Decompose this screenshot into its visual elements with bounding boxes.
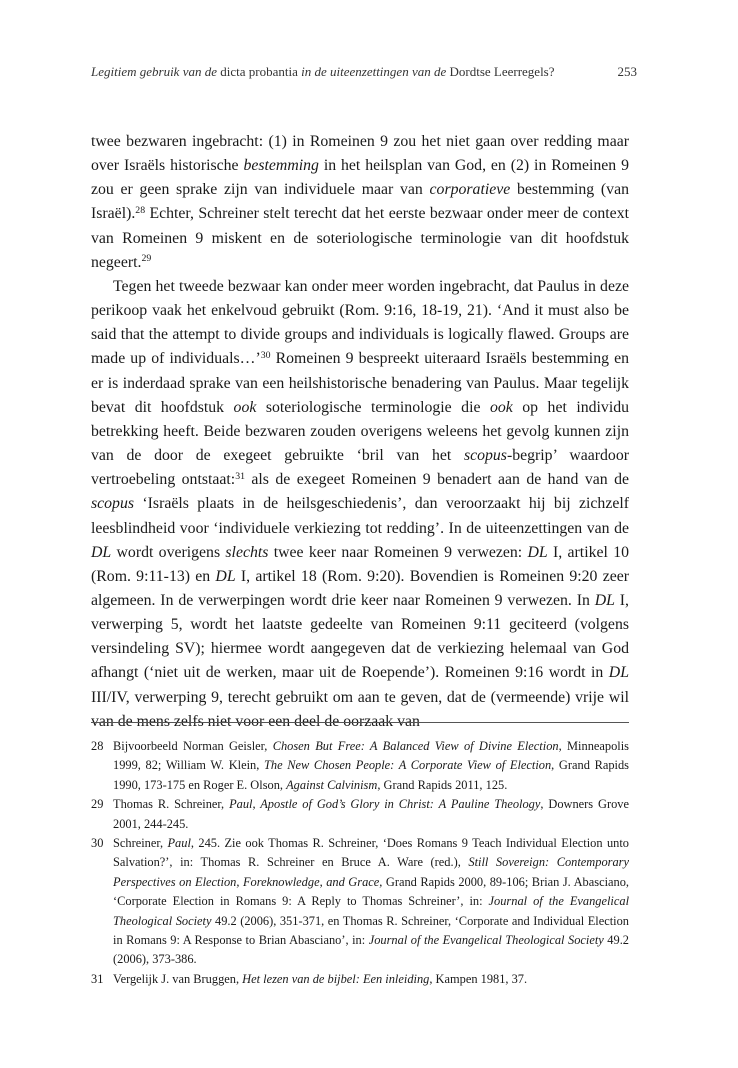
footnote-28: [91, 737, 629, 795]
footnote-number: 28: [91, 739, 104, 753]
paragraph-2: Tegen het tweede bezwaar kan onder meer worden ingebracht, dat Paulus in deze perikoop vaak het enkelvoud gebruikt (Rom. 9:16, 18-19, 21). ‘And it must also be said that the attempt to divide groups and individuals is logically flawed. Groups are made up of individuals…’$^{30}$ Romeinen 9 bespreekt uiteraard Israëls bestemming en er is inderdaad sprake van een heilshistorische benadering van Paulus. Maar tegelijk bevat dit hoofdstuk ook soteriologische terminologie die ook op het individu betrekking heeft. Beide bezwaren zouden overigens weleens het gevolg kunnen zijn van de door de exegeet gebruikte ‘bril van het scopus-begrip’ waardoor vertroebeling ontstaat:$^{31}$ als de exegeet Romeinen 9 benadert aan de hand van de scopus ‘Israëls plaats in de heilsgeschiedenis’, dan veroorzaakt hij bij zichzelf leesblindheid voor ‘individuele verkiezing tot redding’. In de uiteenzettingen van de DL wordt overigens slechts twee keer naar Romeinen 9 verwezen: DL I, artikel 10 (Rom. 9:11-13) en DL I, artikel 18 (Rom. 9:20). Bovendien is Romeinen 9:20 zeer algemeen. In de verwerpingen wordt drie keer naar Romeinen 9 verwezen. In DL I, verwerping 5, wordt het laatste gedeelte van Romeinen 9:11 geciteerd (volgens versindeling SV); hiermee wordt aangegeven dat de verkiezing helemaal van God afhangt (‘niet uit de werken, maar uit de Roepende’). Romeinen 9:16 wordt in DL III/IV, verwerping 9, terecht gebruikt om aan te geven, dat de (vermeende) vrije wil van de mens zelfs niet voor een deel de oorzaak van: [91, 277, 630, 730]
footnote-text: Schreiner, Paul, 245. Zie ook Thomas R. Schreiner, ‘Does Romans 9 Teach Individual Election unto Salvation?’, in: Thomas R. Schreiner en Bruce A. Ware (red.), Still Sovereign: Contemporary Perspectives on Election, Foreknowledge, and Grace, Grand Rapids 2000, 89-106; Brian J. Abasciano, ‘Corporate Election in Romans 9: A Reply to Thomas Schreiner’, in: Journal of the Evangelical Theological Society 49.2 (2006), 351-371, en Thomas R. Schreiner, ‘Corporate and Individual Election in Romans 9: A Response to Brian Abasciano’, in: Journal of the Evangelical Theological Society 49.2 (2006), 373-386.: [113, 836, 630, 967]
body-text: [91, 130, 629, 734]
footnotes: [91, 737, 629, 989]
footnote-divider: [91, 722, 629, 723]
footnote-30: [91, 834, 629, 970]
footnote-ref-30[interactable]: 30: [260, 350, 271, 362]
page-number: 253: [617, 64, 637, 79]
paragraph-1: twee bezwaren ingebracht: (1) in Romeinen 9 zou het niet gaan over redding maar over Israëls historische bestemming in het heilsplan van God, en (2) in Romeinen 9 zou er geen sprake zijn van individuele maar van corporatieve bestemming (van Israël).$^{28}$ Echter, Schreiner stelt terecht dat het eerste bezwaar onder meer de context van Romeinen 9 miskent en de soteriologische terminologie van dit hoofdstuk negeert.$^{29}$: [91, 133, 629, 271]
running-title: Legitiem gebruik van de dicta probantia in de uiteenzettingen van de Dordtse Leerregels?: [91, 64, 555, 79]
footnote-text: Vergelijk J. van Bruggen, Het lezen van de bijbel: Een inleiding, Kampen 1981, 37.: [113, 971, 528, 986]
footnote-number: 31: [91, 971, 104, 986]
footnote-text: Thomas R. Schreiner, Paul, Apostle of God’s Glory in Christ: A Pauline Theology, Downers Grove 2001, 244-245.: [113, 797, 629, 831]
footnote-number: 29: [91, 797, 104, 812]
footnote-ref-29[interactable]: 29: [141, 253, 152, 265]
footnote-29: [91, 795, 629, 834]
footnote-text: Bijvoorbeeld Norman Geisler, Chosen But Free: A Balanced View of Divine Election, Minneapolis 1999, 82; William W. Klein, The New Chosen People: A Corporate View of Election, Grand Rapids 1990, 173-175 en Roger E. Olson, Against Calvinism, Grand Rapids 2011, 125.: [113, 739, 629, 792]
footnote-ref-28[interactable]: 28: [135, 205, 146, 217]
footnote-number: 30: [91, 836, 104, 851]
footnote-ref-31[interactable]: 31: [235, 470, 245, 482]
footnote-31: [91, 970, 629, 989]
